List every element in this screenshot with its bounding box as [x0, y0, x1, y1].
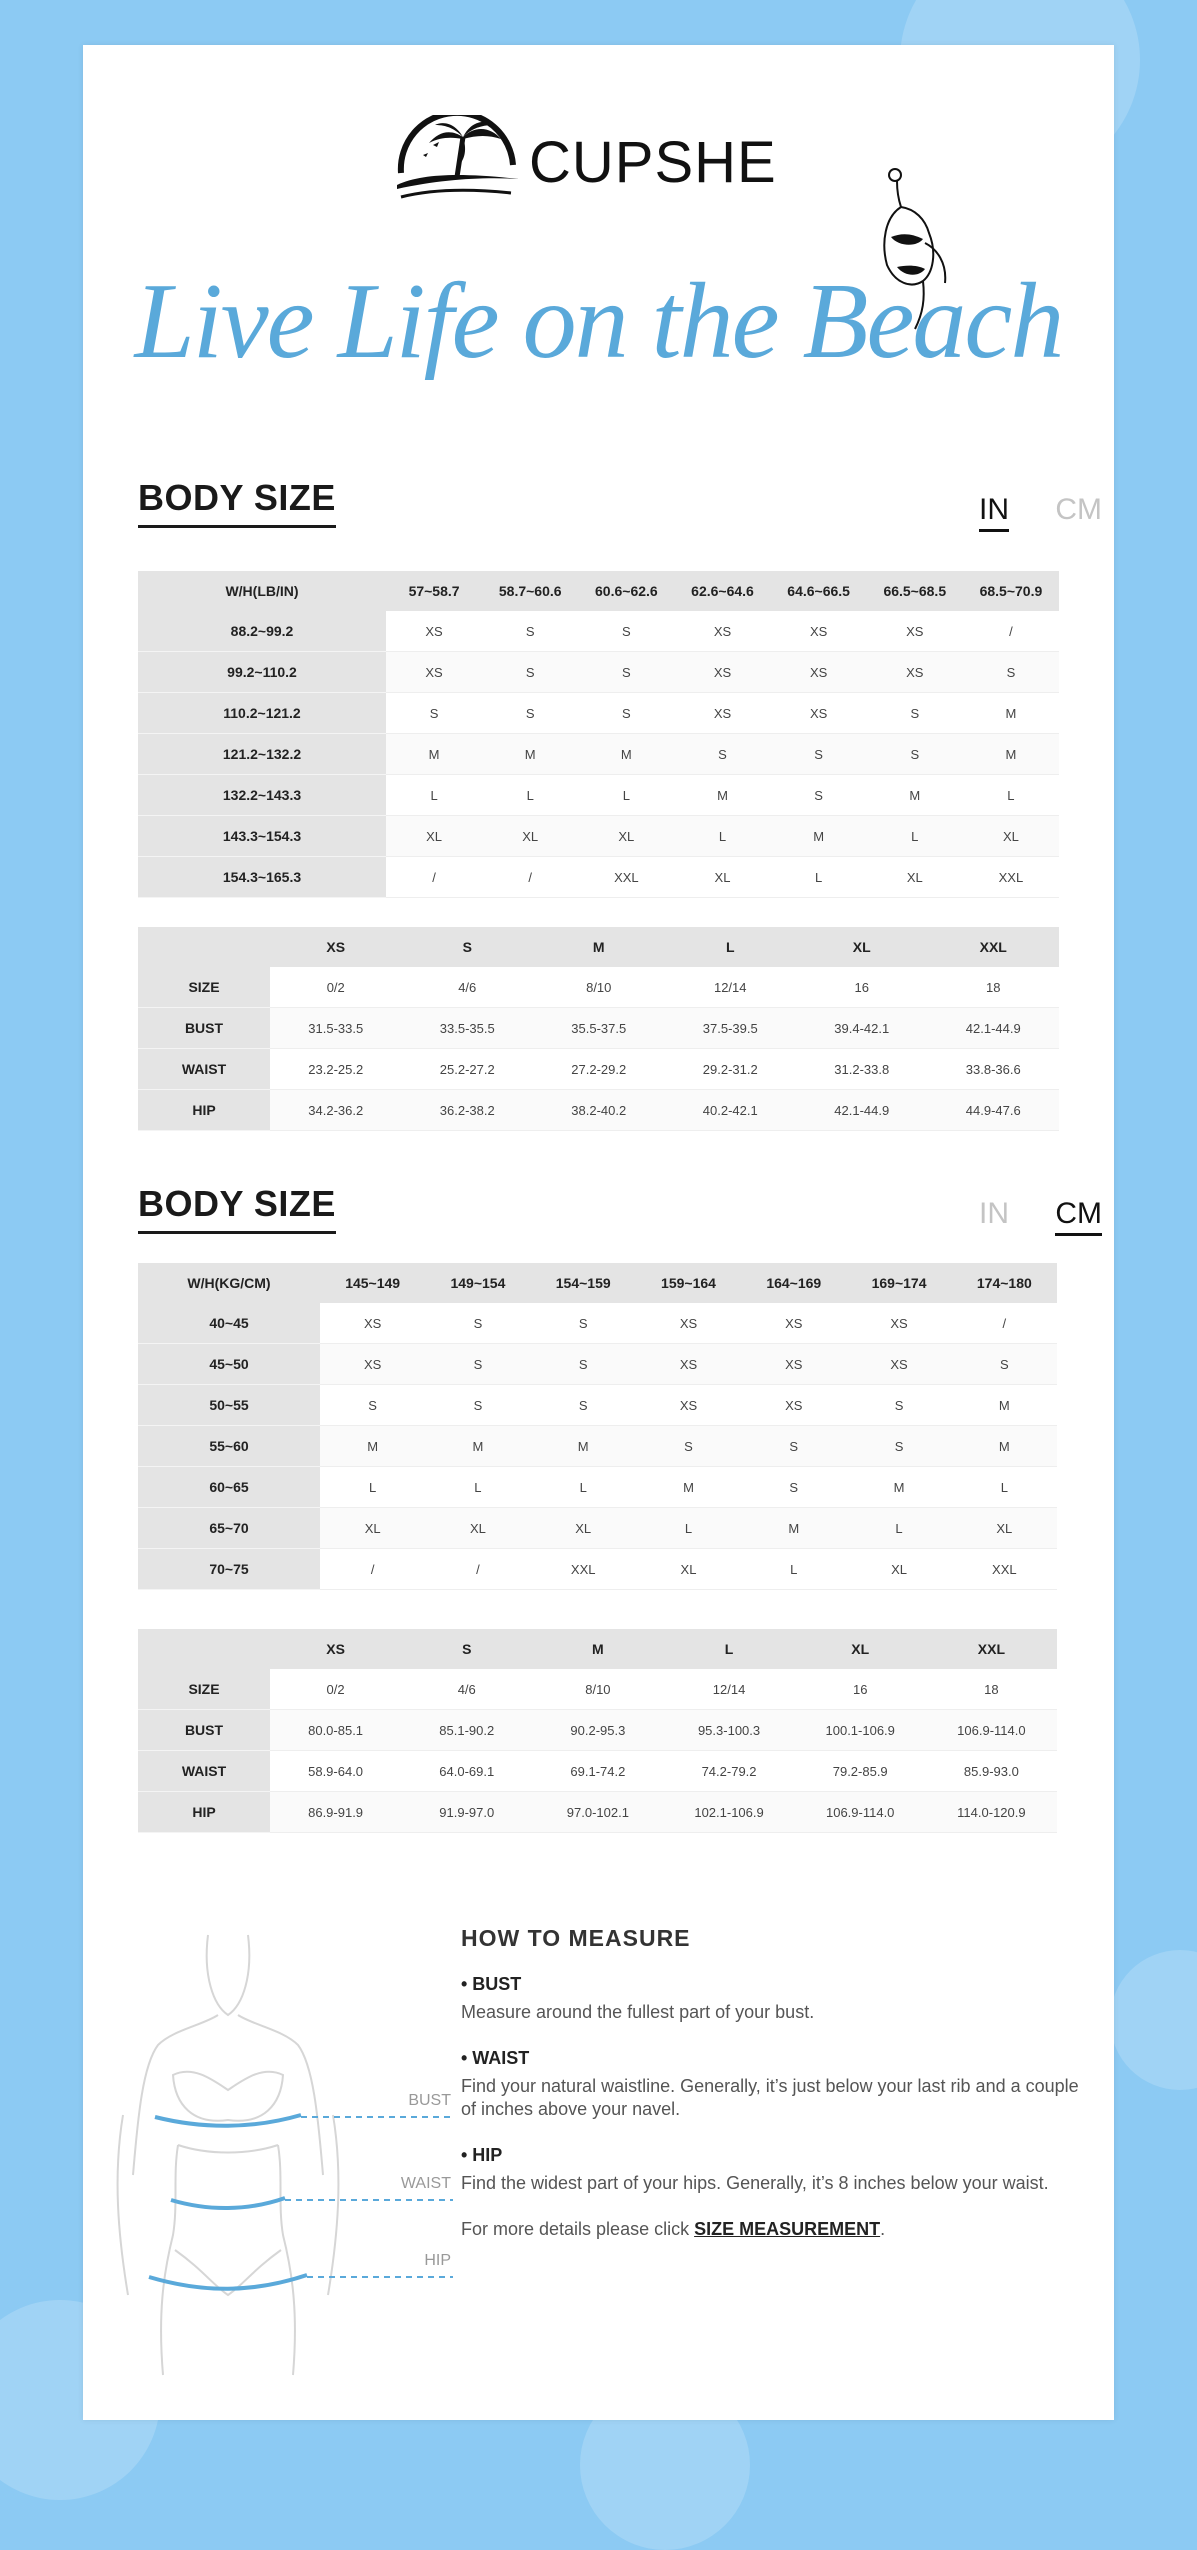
- table-row: [138, 775, 1059, 816]
- table-cell: 80.0-85.1: [270, 1710, 401, 1751]
- table-cell: 38.2-40.2: [533, 1090, 665, 1131]
- row-header: 45~50: [138, 1344, 320, 1385]
- column-header: M: [533, 927, 665, 967]
- table-cell: S: [531, 1344, 636, 1385]
- table-cell: S: [636, 1426, 741, 1467]
- figure-label-bust: BUST: [408, 2092, 451, 2109]
- table-cell: 18: [928, 967, 1060, 1008]
- table-cell: L: [963, 775, 1059, 816]
- more-details: [461, 2219, 1081, 2240]
- table-cell: 12/14: [663, 1669, 794, 1710]
- column-header: S: [402, 927, 534, 967]
- table-cell: S: [578, 693, 674, 734]
- table-cell: 42.1-44.9: [796, 1090, 928, 1131]
- table-cell: 85.9-93.0: [926, 1751, 1057, 1792]
- table-cell: M: [741, 1508, 846, 1549]
- row-header: 132.2~143.3: [138, 775, 386, 816]
- column-header: 169~174: [846, 1263, 951, 1303]
- table-cell: M: [963, 734, 1059, 775]
- table-cell: S: [425, 1344, 530, 1385]
- table-cell: S: [425, 1385, 530, 1426]
- table-cell: L: [674, 816, 770, 857]
- table-cell: /: [320, 1549, 425, 1590]
- table-row: [138, 1385, 1057, 1426]
- table-cell: XS: [867, 652, 963, 693]
- table-cell: M: [636, 1467, 741, 1508]
- table-row: [138, 1549, 1057, 1590]
- table-cell: S: [846, 1426, 951, 1467]
- table-cell: XS: [741, 1303, 846, 1344]
- table-cell: S: [482, 693, 578, 734]
- table-row: [138, 816, 1059, 857]
- column-header: 57~58.7: [386, 571, 482, 611]
- size-chart-table-cm: [138, 1629, 1057, 1833]
- table-corner-header: [138, 1629, 270, 1669]
- table-cell: XL: [425, 1508, 530, 1549]
- table-cell: XS: [867, 611, 963, 652]
- row-header: WAIST: [138, 1049, 270, 1090]
- table-cell: XS: [771, 652, 867, 693]
- table-cell: M: [578, 734, 674, 775]
- table-corner-header: W/H(KG/CM): [138, 1263, 320, 1303]
- table-row: [138, 693, 1059, 734]
- tagline: Live Life on the Beach: [134, 262, 1063, 381]
- table-cell: XL: [963, 816, 1059, 857]
- table-cell: S: [963, 652, 1059, 693]
- row-header: HIP: [138, 1792, 270, 1833]
- brand-logo: [393, 115, 813, 205]
- table-cell: 0/2: [270, 967, 402, 1008]
- column-header: M: [532, 1629, 663, 1669]
- table-cell: /: [386, 857, 482, 898]
- column-header: S: [401, 1629, 532, 1669]
- column-header: 149~154: [425, 1263, 530, 1303]
- row-header: 143.3~154.3: [138, 816, 386, 857]
- table-cell: 40.2-42.1: [665, 1090, 797, 1131]
- table-cell: 27.2-29.2: [533, 1049, 665, 1090]
- table-cell: 39.4-42.1: [796, 1008, 928, 1049]
- table-cell: S: [482, 611, 578, 652]
- table-cell: L: [320, 1467, 425, 1508]
- table-cell: 8/10: [533, 967, 665, 1008]
- column-header: 58.7~60.6: [482, 571, 578, 611]
- table-row: [138, 857, 1059, 898]
- size-measurement-link[interactable]: SIZE MEASUREMENT: [694, 2219, 881, 2239]
- section-title-cm: BODY SIZE: [138, 1183, 336, 1234]
- table-cell: 18: [926, 1669, 1057, 1710]
- table-cell: XL: [578, 816, 674, 857]
- column-header: L: [665, 927, 797, 967]
- table-cell: XS: [771, 693, 867, 734]
- table-corner-header: W/H(LB/IN): [138, 571, 386, 611]
- table-cell: M: [771, 816, 867, 857]
- column-header: 68.5~70.9: [963, 571, 1059, 611]
- measure-item-waist: [461, 2048, 1081, 2121]
- table-cell: 29.2-31.2: [665, 1049, 797, 1090]
- unit-in-tab[interactable]: IN: [979, 1197, 1009, 1230]
- measure-desc: Find the widest part of your hips. Generally, it’s 8 inches below your waist.: [461, 2173, 1049, 2193]
- column-header: XXL: [926, 1629, 1057, 1669]
- table-cell: S: [771, 734, 867, 775]
- table-cell: XXL: [952, 1549, 1057, 1590]
- table-cell: S: [386, 693, 482, 734]
- more-suffix: .: [880, 2219, 886, 2239]
- column-header: 64.6~66.5: [771, 571, 867, 611]
- table-cell: 35.5-37.5: [533, 1008, 665, 1049]
- column-header: XS: [270, 1629, 401, 1669]
- table-cell: XS: [386, 652, 482, 693]
- table-corner-header: [138, 927, 270, 967]
- table-row: [138, 652, 1059, 693]
- table-cell: 90.2-95.3: [532, 1710, 663, 1751]
- table-cell: 0/2: [270, 1669, 401, 1710]
- table-cell: 106.9-114.0: [926, 1710, 1057, 1751]
- table-row: [138, 1303, 1057, 1344]
- table-cell: L: [425, 1467, 530, 1508]
- table-row: [138, 1467, 1057, 1508]
- column-header: 66.5~68.5: [867, 571, 963, 611]
- table-cell: XS: [741, 1385, 846, 1426]
- table-cell: 12/14: [665, 967, 797, 1008]
- table-cell: XL: [952, 1508, 1057, 1549]
- palm-tree-icon: [393, 115, 523, 205]
- table-cell: XS: [636, 1344, 741, 1385]
- table-row: [138, 734, 1059, 775]
- row-header: 110.2~121.2: [138, 693, 386, 734]
- table-cell: /: [425, 1549, 530, 1590]
- table-cell: 79.2-85.9: [795, 1751, 926, 1792]
- table-cell: M: [320, 1426, 425, 1467]
- column-header: XXL: [928, 927, 1060, 967]
- how-to-measure-title: HOW TO MEASURE: [461, 1925, 691, 1951]
- table-cell: XXL: [578, 857, 674, 898]
- table-cell: S: [578, 611, 674, 652]
- unit-toggle-cm: [941, 1197, 1102, 1236]
- table-row: [138, 1344, 1057, 1385]
- row-header: 154.3~165.3: [138, 857, 386, 898]
- table-row: [138, 1508, 1057, 1549]
- measure-label: • BUST: [461, 1974, 522, 1994]
- table-cell: /: [482, 857, 578, 898]
- table-cell: L: [952, 1467, 1057, 1508]
- table-cell: 44.9-47.6: [928, 1090, 1060, 1131]
- column-header: 60.6~62.6: [578, 571, 674, 611]
- table-cell: XL: [636, 1549, 741, 1590]
- table-cell: 36.2-38.2: [402, 1090, 534, 1131]
- table-cell: XXL: [963, 857, 1059, 898]
- table-cell: 16: [795, 1669, 926, 1710]
- table-cell: 64.0-69.1: [401, 1751, 532, 1792]
- figure-label-waist: WAIST: [400, 2175, 451, 2192]
- figure-label-hip: HIP: [424, 2252, 451, 2269]
- table-cell: M: [867, 775, 963, 816]
- table-row: [138, 611, 1059, 652]
- row-header: 55~60: [138, 1426, 320, 1467]
- table-cell: M: [531, 1426, 636, 1467]
- table-cell: XS: [674, 652, 770, 693]
- measure-desc: Find your natural waistline. Generally, it’s just below your last rib and a couple of inches above your navel.: [461, 2076, 1079, 2119]
- table-cell: 69.1-74.2: [532, 1751, 663, 1792]
- table-cell: XL: [846, 1549, 951, 1590]
- table-cell: S: [320, 1385, 425, 1426]
- body-figure-illustration: [103, 1915, 523, 2385]
- table-cell: L: [867, 816, 963, 857]
- table-cell: 31.2-33.8: [796, 1049, 928, 1090]
- table-cell: M: [952, 1426, 1057, 1467]
- column-header: 62.6~64.6: [674, 571, 770, 611]
- table-cell: 16: [796, 967, 928, 1008]
- table-cell: 25.2-27.2: [402, 1049, 534, 1090]
- weight-height-table-in: [138, 571, 1059, 898]
- table-cell: L: [771, 857, 867, 898]
- table-cell: M: [386, 734, 482, 775]
- table-cell: M: [952, 1385, 1057, 1426]
- table-row: [138, 1792, 1057, 1833]
- row-header: WAIST: [138, 1751, 270, 1792]
- table-cell: S: [531, 1385, 636, 1426]
- table-row: [138, 1710, 1057, 1751]
- table-cell: XL: [867, 857, 963, 898]
- table-cell: S: [952, 1344, 1057, 1385]
- table-cell: XL: [482, 816, 578, 857]
- table-cell: 74.2-79.2: [663, 1751, 794, 1792]
- table-cell: S: [867, 734, 963, 775]
- table-cell: XS: [386, 611, 482, 652]
- row-header: 121.2~132.2: [138, 734, 386, 775]
- table-cell: L: [636, 1508, 741, 1549]
- brand-name: CUPSHE: [529, 130, 777, 195]
- table-cell: L: [531, 1467, 636, 1508]
- column-header: 154~159: [531, 1263, 636, 1303]
- row-header: SIZE: [138, 1669, 270, 1710]
- table-cell: XL: [531, 1508, 636, 1549]
- column-header: 174~180: [952, 1263, 1057, 1303]
- how-to-measure: [461, 1925, 1081, 2240]
- table-cell: 100.1-106.9: [795, 1710, 926, 1751]
- table-cell: 106.9-114.0: [795, 1792, 926, 1833]
- table-cell: 4/6: [402, 967, 534, 1008]
- table-cell: 97.0-102.1: [532, 1792, 663, 1833]
- weight-height-table-cm: [138, 1263, 1057, 1590]
- table-cell: S: [741, 1467, 846, 1508]
- table-cell: 8/10: [532, 1669, 663, 1710]
- table-cell: /: [952, 1303, 1057, 1344]
- row-header: 88.2~99.2: [138, 611, 386, 652]
- table-cell: L: [578, 775, 674, 816]
- table-cell: XS: [674, 693, 770, 734]
- table-cell: XS: [320, 1344, 425, 1385]
- table-cell: 4/6: [401, 1669, 532, 1710]
- column-header: 159~164: [636, 1263, 741, 1303]
- column-header: 164~169: [741, 1263, 846, 1303]
- column-header: L: [663, 1629, 794, 1669]
- table-cell: S: [578, 652, 674, 693]
- table-cell: 33.8-36.6: [928, 1049, 1060, 1090]
- table-cell: XS: [846, 1303, 951, 1344]
- measure-label: • WAIST: [461, 2048, 530, 2068]
- row-header: 70~75: [138, 1549, 320, 1590]
- more-prefix: For more details please click: [461, 2219, 695, 2239]
- unit-cm-tab[interactable]: CM: [1055, 1197, 1102, 1236]
- table-cell: 23.2-25.2: [270, 1049, 402, 1090]
- column-header: XL: [796, 927, 928, 967]
- table-row: [138, 1426, 1057, 1467]
- table-cell: L: [386, 775, 482, 816]
- table-cell: 86.9-91.9: [270, 1792, 401, 1833]
- table-cell: XS: [846, 1344, 951, 1385]
- row-header: HIP: [138, 1090, 270, 1131]
- measure-item-hip: [461, 2145, 1081, 2195]
- table-cell: M: [963, 693, 1059, 734]
- row-header: 40~45: [138, 1303, 320, 1344]
- measure-item-bust: [461, 1974, 1081, 2024]
- table-cell: 31.5-33.5: [270, 1008, 402, 1049]
- section-title-in: BODY SIZE: [138, 477, 336, 528]
- table-row: [138, 1751, 1057, 1792]
- size-chart-table-in: [138, 927, 1059, 1131]
- table-row: [138, 1669, 1057, 1710]
- table-cell: 37.5-39.5: [665, 1008, 797, 1049]
- row-header: BUST: [138, 1710, 270, 1751]
- table-cell: M: [425, 1426, 530, 1467]
- table-cell: 33.5-35.5: [402, 1008, 534, 1049]
- measure-label: • HIP: [461, 2145, 503, 2165]
- table-cell: S: [482, 652, 578, 693]
- table-cell: 85.1-90.2: [401, 1710, 532, 1751]
- size-guide-card: [83, 45, 1114, 2420]
- unit-in-tab[interactable]: IN: [979, 493, 1009, 532]
- table-cell: S: [425, 1303, 530, 1344]
- table-cell: 42.1-44.9: [928, 1008, 1060, 1049]
- table-cell: XS: [771, 611, 867, 652]
- table-row: [138, 967, 1059, 1008]
- row-header: 60~65: [138, 1467, 320, 1508]
- table-cell: M: [482, 734, 578, 775]
- column-header: XL: [795, 1629, 926, 1669]
- table-cell: XS: [636, 1385, 741, 1426]
- table-cell: 114.0-120.9: [926, 1792, 1057, 1833]
- row-header: 50~55: [138, 1385, 320, 1426]
- unit-toggle-in: [941, 493, 1102, 532]
- table-cell: /: [963, 611, 1059, 652]
- measure-desc: Measure around the fullest part of your bust.: [461, 2002, 815, 2022]
- table-row: [138, 1008, 1059, 1049]
- row-header: BUST: [138, 1008, 270, 1049]
- table-cell: S: [846, 1385, 951, 1426]
- table-cell: L: [741, 1549, 846, 1590]
- table-cell: M: [846, 1467, 951, 1508]
- table-cell: XL: [674, 857, 770, 898]
- table-cell: S: [674, 734, 770, 775]
- unit-cm-tab[interactable]: CM: [1055, 493, 1102, 526]
- table-row: [138, 1049, 1059, 1090]
- row-header: 99.2~110.2: [138, 652, 386, 693]
- column-header: XS: [270, 927, 402, 967]
- row-header: 65~70: [138, 1508, 320, 1549]
- table-cell: XS: [741, 1344, 846, 1385]
- table-cell: 34.2-36.2: [270, 1090, 402, 1131]
- row-header: SIZE: [138, 967, 270, 1008]
- table-cell: S: [771, 775, 867, 816]
- table-cell: S: [741, 1426, 846, 1467]
- table-cell: S: [867, 693, 963, 734]
- table-cell: S: [531, 1303, 636, 1344]
- table-cell: L: [482, 775, 578, 816]
- table-cell: XL: [386, 816, 482, 857]
- table-cell: 102.1-106.9: [663, 1792, 794, 1833]
- table-row: [138, 1090, 1059, 1131]
- table-cell: XS: [320, 1303, 425, 1344]
- table-cell: XS: [636, 1303, 741, 1344]
- table-cell: 91.9-97.0: [401, 1792, 532, 1833]
- table-cell: XXL: [531, 1549, 636, 1590]
- table-cell: 58.9-64.0: [270, 1751, 401, 1792]
- table-cell: L: [846, 1508, 951, 1549]
- column-header: 145~149: [320, 1263, 425, 1303]
- table-cell: XL: [320, 1508, 425, 1549]
- table-cell: M: [674, 775, 770, 816]
- table-cell: XS: [674, 611, 770, 652]
- table-cell: 95.3-100.3: [663, 1710, 794, 1751]
